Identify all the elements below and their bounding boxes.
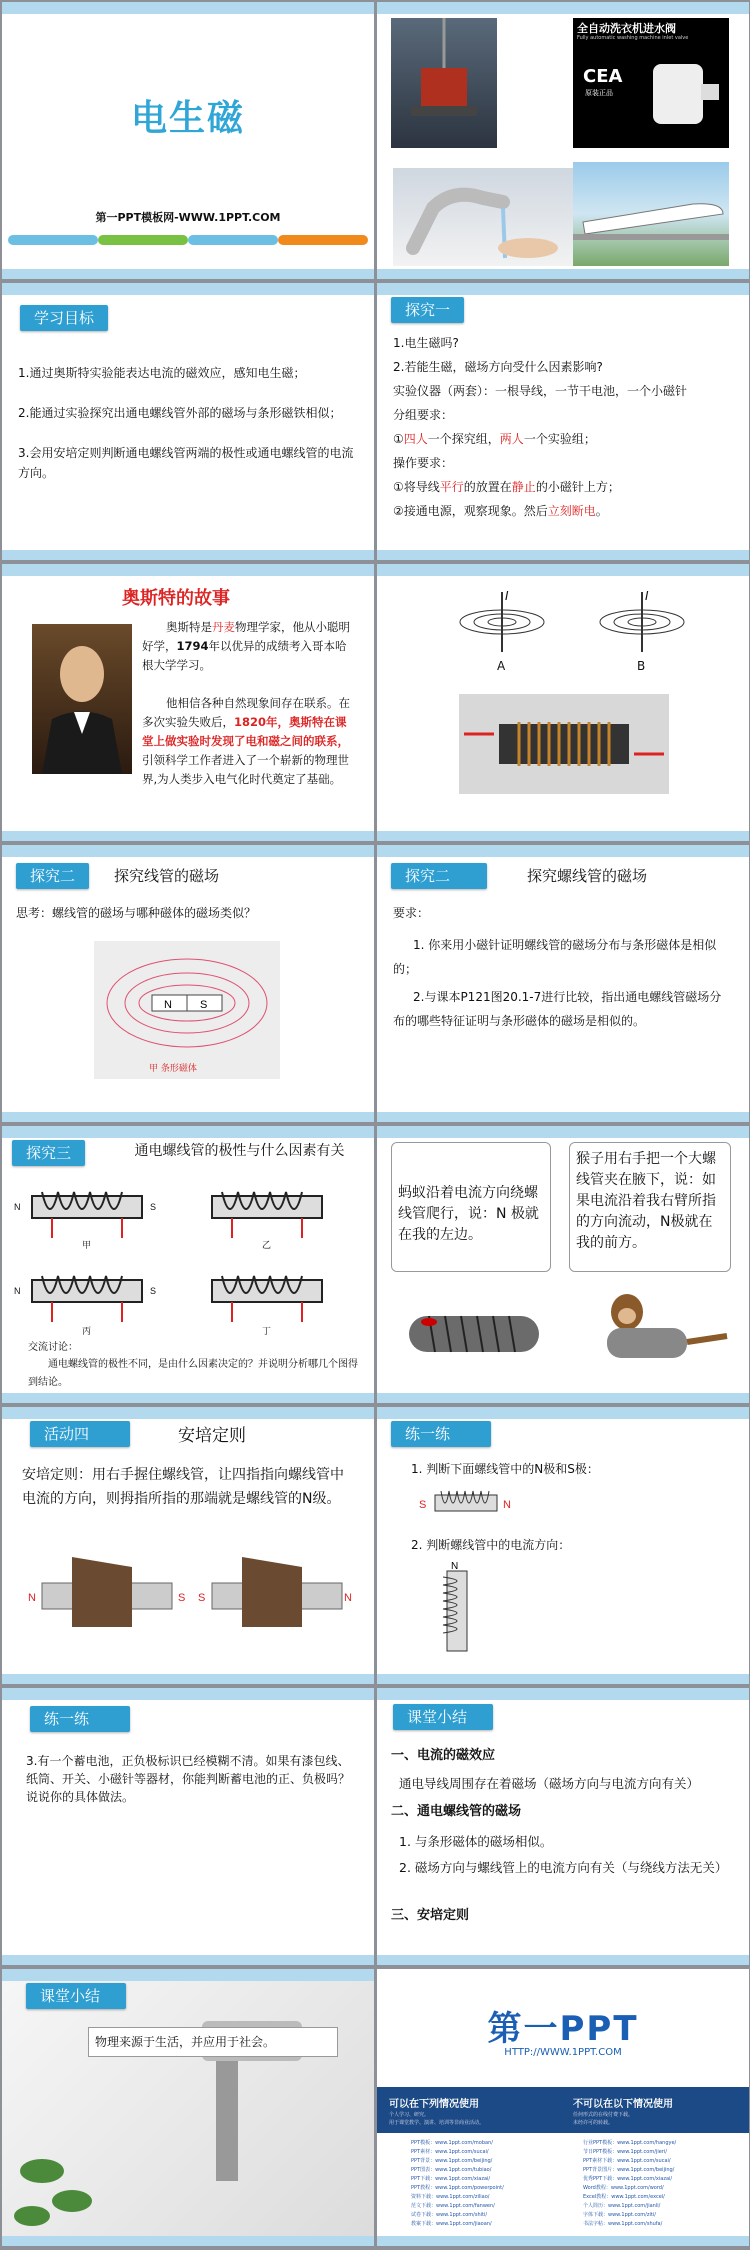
- section-tag: 课堂小结: [26, 1983, 126, 2009]
- valve-brand: CEA: [583, 66, 623, 87]
- slide-explore-3[interactable]: [2, 1126, 374, 1403]
- brand-url[interactable]: HTTP://WWW.1PPT.COM: [504, 2047, 622, 2058]
- practice-solenoid-2: [437, 1561, 477, 1661]
- valve-brand-sub: 原装正品: [585, 89, 613, 97]
- section-heading: 通电螺线管的极性与什么因素有关: [134, 1143, 345, 1159]
- links-right[interactable]: 行业PPT模板：www.1ppt.com/hangye/ 节日PPT模板：www.1ppt.com/jieri/ PPT素材下载：www.1ppt.com/sucai/ PPT背景图片：www.1ppt.com/beijing/ 优秀PPT下载：www.1ppt.com/xiazai/ Word教程：www.1ppt.com/word/ Excel教程：www.1ppt.com/excel/ 个人简历：www.1ppt.com/jianli/ 字体下载：www.1ppt.com/ziti/ 书法字帖：www.1ppt.com/shufa/: [583, 2140, 677, 2227]
- slide-summary[interactable]: [377, 1688, 749, 1965]
- field-lines-photo: [94, 941, 280, 1079]
- section-heading: 安培定则: [178, 1426, 246, 1446]
- monkey-icon: [577, 1282, 737, 1382]
- pole-s: S: [198, 1592, 206, 1604]
- group-rule: ①四人一个探究组，两人一个实验组；: [393, 432, 596, 446]
- forbidden-list: 任何形式的在线付费下载。 未经许可的转载。: [573, 2112, 634, 2126]
- electromagnet-icon: [391, 18, 497, 148]
- decor-bar: [98, 235, 188, 245]
- valve-photo: [573, 18, 729, 148]
- slide-brand[interactable]: [377, 1969, 749, 2246]
- current-label-b: I: [645, 589, 649, 603]
- subtitle: 第一PPT模板网-WWW.1PPT.COM: [95, 211, 281, 224]
- allowed-list: 个人学习、研究。 用于课堂教学、演讲、培训等非商业活动。: [389, 2112, 485, 2126]
- question-1: 1.电生磁吗?: [393, 336, 459, 350]
- oersted-portrait-icon: [32, 624, 132, 774]
- section-tag: 活动四: [30, 1421, 130, 1447]
- pole-n: N: [344, 1592, 352, 1604]
- portrait-photo: [32, 624, 132, 774]
- discussion-text: 通电螺线管的极性不同，是由什么因素决定的？并说明分析哪几个图得到结论。: [28, 1359, 358, 1388]
- operation-label: 操作要求：: [393, 456, 454, 470]
- decor-bar: [188, 235, 278, 245]
- section-tag: 学习目标: [20, 305, 108, 331]
- think-question: 思考：螺线管的磁场与哪种磁体的磁场类似？: [16, 906, 257, 920]
- hand-rule-icons: [22, 1547, 352, 1647]
- practice-question-3: 3.有一个蓄电池，正负极标识已经模糊不清。如果有漆包线、纸筒、开关、小磁针等器材，你能判断蓄电池的正、负极吗？说说你的具体做法。: [26, 1754, 351, 1804]
- ant-note: 蚂蚁沿着电流方向绕螺线管爬行，说：N 极就在我的左边。: [391, 1142, 551, 1272]
- requirement-1: 1. 你来用小磁针证明螺线管的磁场分布与条形磁体是相似的；: [393, 938, 717, 976]
- practice-question-2: 2. 判断螺线管中的电流方向：: [411, 1538, 571, 1552]
- maglev-train-icon: [573, 162, 729, 266]
- bolt-and-leaves-icon: [2, 1981, 374, 2236]
- pole-s: S: [150, 1286, 157, 1296]
- diagram-label: 乙: [262, 1240, 272, 1250]
- operation-2: ②接通电源，观察现象。然后立刻断电。: [393, 504, 608, 518]
- faucet-photo: [393, 168, 573, 266]
- diagram-label-b: B: [637, 659, 646, 673]
- section-tag: 练一练: [391, 1421, 491, 1447]
- monkey-note: 猴子用右手把一个大螺线管夹在腋下，说：如果电流沿着我右臂所指的方向流动，N极就在我的前方。: [569, 1142, 731, 1272]
- slide-objectives[interactable]: [2, 283, 374, 560]
- pole-n: N: [451, 1561, 459, 1572]
- magnet-s-label: S: [200, 999, 208, 1011]
- pole-n: N: [14, 1202, 21, 1212]
- practice-question-1: 1. 判断下面螺线管中的N极和S极：: [411, 1462, 599, 1476]
- slide-ampere-rule[interactable]: [2, 1407, 374, 1684]
- pole-n: N: [503, 1499, 511, 1511]
- slide-analogies[interactable]: [377, 1126, 749, 1403]
- slide-closing[interactable]: [2, 1969, 374, 2246]
- forbidden-heading: 不可以在以下情况使用: [573, 2099, 673, 2110]
- story-paragraph-1: 奥斯特是丹麦物理学家，他从小聪明好学，1794年以优异的成绩考入哥本哈根大学学习。: [142, 620, 350, 672]
- summary-heading-2: 二、通电螺线管的磁场: [391, 1804, 522, 1819]
- summary-heading-1: 一、电流的磁效应: [391, 1748, 496, 1763]
- slide-explore-2b[interactable]: [377, 845, 749, 1122]
- slide-oersted[interactable]: [2, 564, 374, 841]
- diagram-label-a: A: [497, 659, 506, 673]
- current-label-a: I: [505, 589, 509, 603]
- links-left[interactable]: PPT模板：www.1ppt.com/moban/ PPT素材：www.1ppt.com/sucai/ PPT背景：www.1ppt.com/beijing/ PPT图表：www.1ppt.com/tubiao/ PPT下载：www.1ppt.com/xiazai/ PPT教程：www.1ppt.com/powerpoint/ 资料下载：www.1ppt.com/ziliao/ 范文下载：www.1ppt.com/fanwen/ 试卷下载：www.1ppt.com/shiti/ 教案下载：www.1ppt.com/jiaoan/: [411, 2140, 504, 2227]
- slide-photos[interactable]: [377, 2, 749, 279]
- decor-bar: [278, 235, 368, 245]
- section-tag: 练一练: [30, 1706, 130, 1732]
- brand-footer: [377, 2087, 749, 2246]
- train-photo: [573, 162, 729, 266]
- faucet-icon: [393, 168, 573, 266]
- story-title: 奥斯特的故事: [122, 588, 230, 609]
- slide-explore-2a[interactable]: [2, 845, 374, 1122]
- solenoid-diagrams: [12, 1182, 362, 1342]
- story-paragraph-2: 他相信各种自然现象间存在联系。在多次实验失败后，1820年，奥斯特在课堂上做实验时发现了电和磁之间的联系，引领科学工作者进入了一个崭新的物理世界,为人类步入电气化时代奠定了基础。: [142, 696, 350, 786]
- objective-2: 2.能通过实验探究出通电螺线管外部的磁场与条形磁铁相似；: [18, 406, 342, 420]
- valve-subtitle: Fully automatic washing machine inlet valve: [577, 35, 689, 41]
- section-tag: 探究二: [391, 863, 487, 889]
- slide-practice-1[interactable]: [377, 1407, 749, 1684]
- question-2: 2.若能生磁，磁场方向受什么因素影响?: [393, 360, 603, 374]
- equipment: 实验仪器（两套）：一根导线，一节干电池，一个小磁针: [393, 384, 688, 398]
- diagram-label: 甲: [82, 1240, 92, 1250]
- practice-solenoid-1: [417, 1485, 517, 1521]
- solenoid-icon: [459, 694, 669, 794]
- section-tag: 探究二: [16, 863, 89, 889]
- summary-item: 1. 与条形磁体的磁场相似。: [399, 1834, 553, 1849]
- page-title: 电生磁: [130, 98, 245, 139]
- slide-practice-2[interactable]: [2, 1688, 374, 1965]
- solenoid-photo: [459, 694, 669, 794]
- closing-quote: 物理来源于生活，并应用于社会。: [88, 2027, 338, 2057]
- magnet-n-label: N: [164, 999, 172, 1011]
- machine-photo: [391, 18, 497, 148]
- valve-title: 全自动洗衣机进水阀: [577, 22, 676, 35]
- links-panel: [377, 2133, 749, 2246]
- magnet-field-icon: [94, 941, 280, 1079]
- summary-heading-3: 三、安培定则: [391, 1908, 470, 1923]
- background-photo: [2, 1981, 374, 2236]
- section-tag: 探究三: [12, 1140, 85, 1166]
- valve-icon: [643, 54, 723, 144]
- section-tag: 课堂小结: [393, 1704, 493, 1730]
- ant-solenoid-icon: [399, 1296, 549, 1376]
- pole-s: S: [150, 1202, 157, 1212]
- slide-experiment-diagram[interactable]: [377, 564, 749, 841]
- requirement-2: 2.与课本P121图20.1-7进行比较，指出通电螺线管磁场分布的哪些特征证明与条形磁体的磁场是相似的。: [393, 990, 722, 1028]
- objective-3: 3.会用安培定则判断通电螺线管两端的极性或通电螺线管的电流方向。: [18, 446, 354, 480]
- discussion-label: 交流讨论：: [28, 1342, 78, 1353]
- section-heading: 探究线管的磁场: [114, 867, 220, 885]
- section-heading: 探究螺线管的磁场: [527, 867, 648, 885]
- requirement-label: 要求：: [393, 906, 430, 920]
- slide-title[interactable]: [2, 2, 374, 279]
- pole-s: S: [178, 1592, 186, 1604]
- summary-item: 通电导线周围存在着磁场（磁场方向与电流方向有关）: [399, 1776, 700, 1791]
- rule-text: 安培定则：用右手握住螺线管，让四指指向螺线管中电流的方向，则拇指所指的那端就是螺线管的N级。: [22, 1467, 344, 1507]
- summary-item: 2. 磁场方向与螺线管上的电流方向有关（与绕线方法无关）: [399, 1860, 728, 1875]
- decor-bar: [8, 235, 98, 245]
- magnet-caption: 甲 条形磁体: [149, 1064, 197, 1074]
- group-label: 分组要求：: [393, 408, 454, 422]
- diagram-label: 丁: [262, 1326, 272, 1336]
- diagram-label: 丙: [82, 1326, 92, 1336]
- pole-n: N: [14, 1286, 21, 1296]
- section-tag: 探究一: [391, 297, 464, 323]
- objective-1: 1.通过奥斯特实验能表达电流的磁效应，感知电生磁；: [18, 366, 306, 380]
- operation-1: ①将导线平行的放置在静止的小磁针上方；: [393, 480, 620, 494]
- slide-explore-1[interactable]: [377, 283, 749, 560]
- allowed-heading: 可以在下列情况使用: [389, 2099, 479, 2110]
- brand-logo: 第一PPT: [487, 2009, 639, 2049]
- pole-s: S: [419, 1499, 427, 1511]
- pole-n: N: [28, 1592, 36, 1604]
